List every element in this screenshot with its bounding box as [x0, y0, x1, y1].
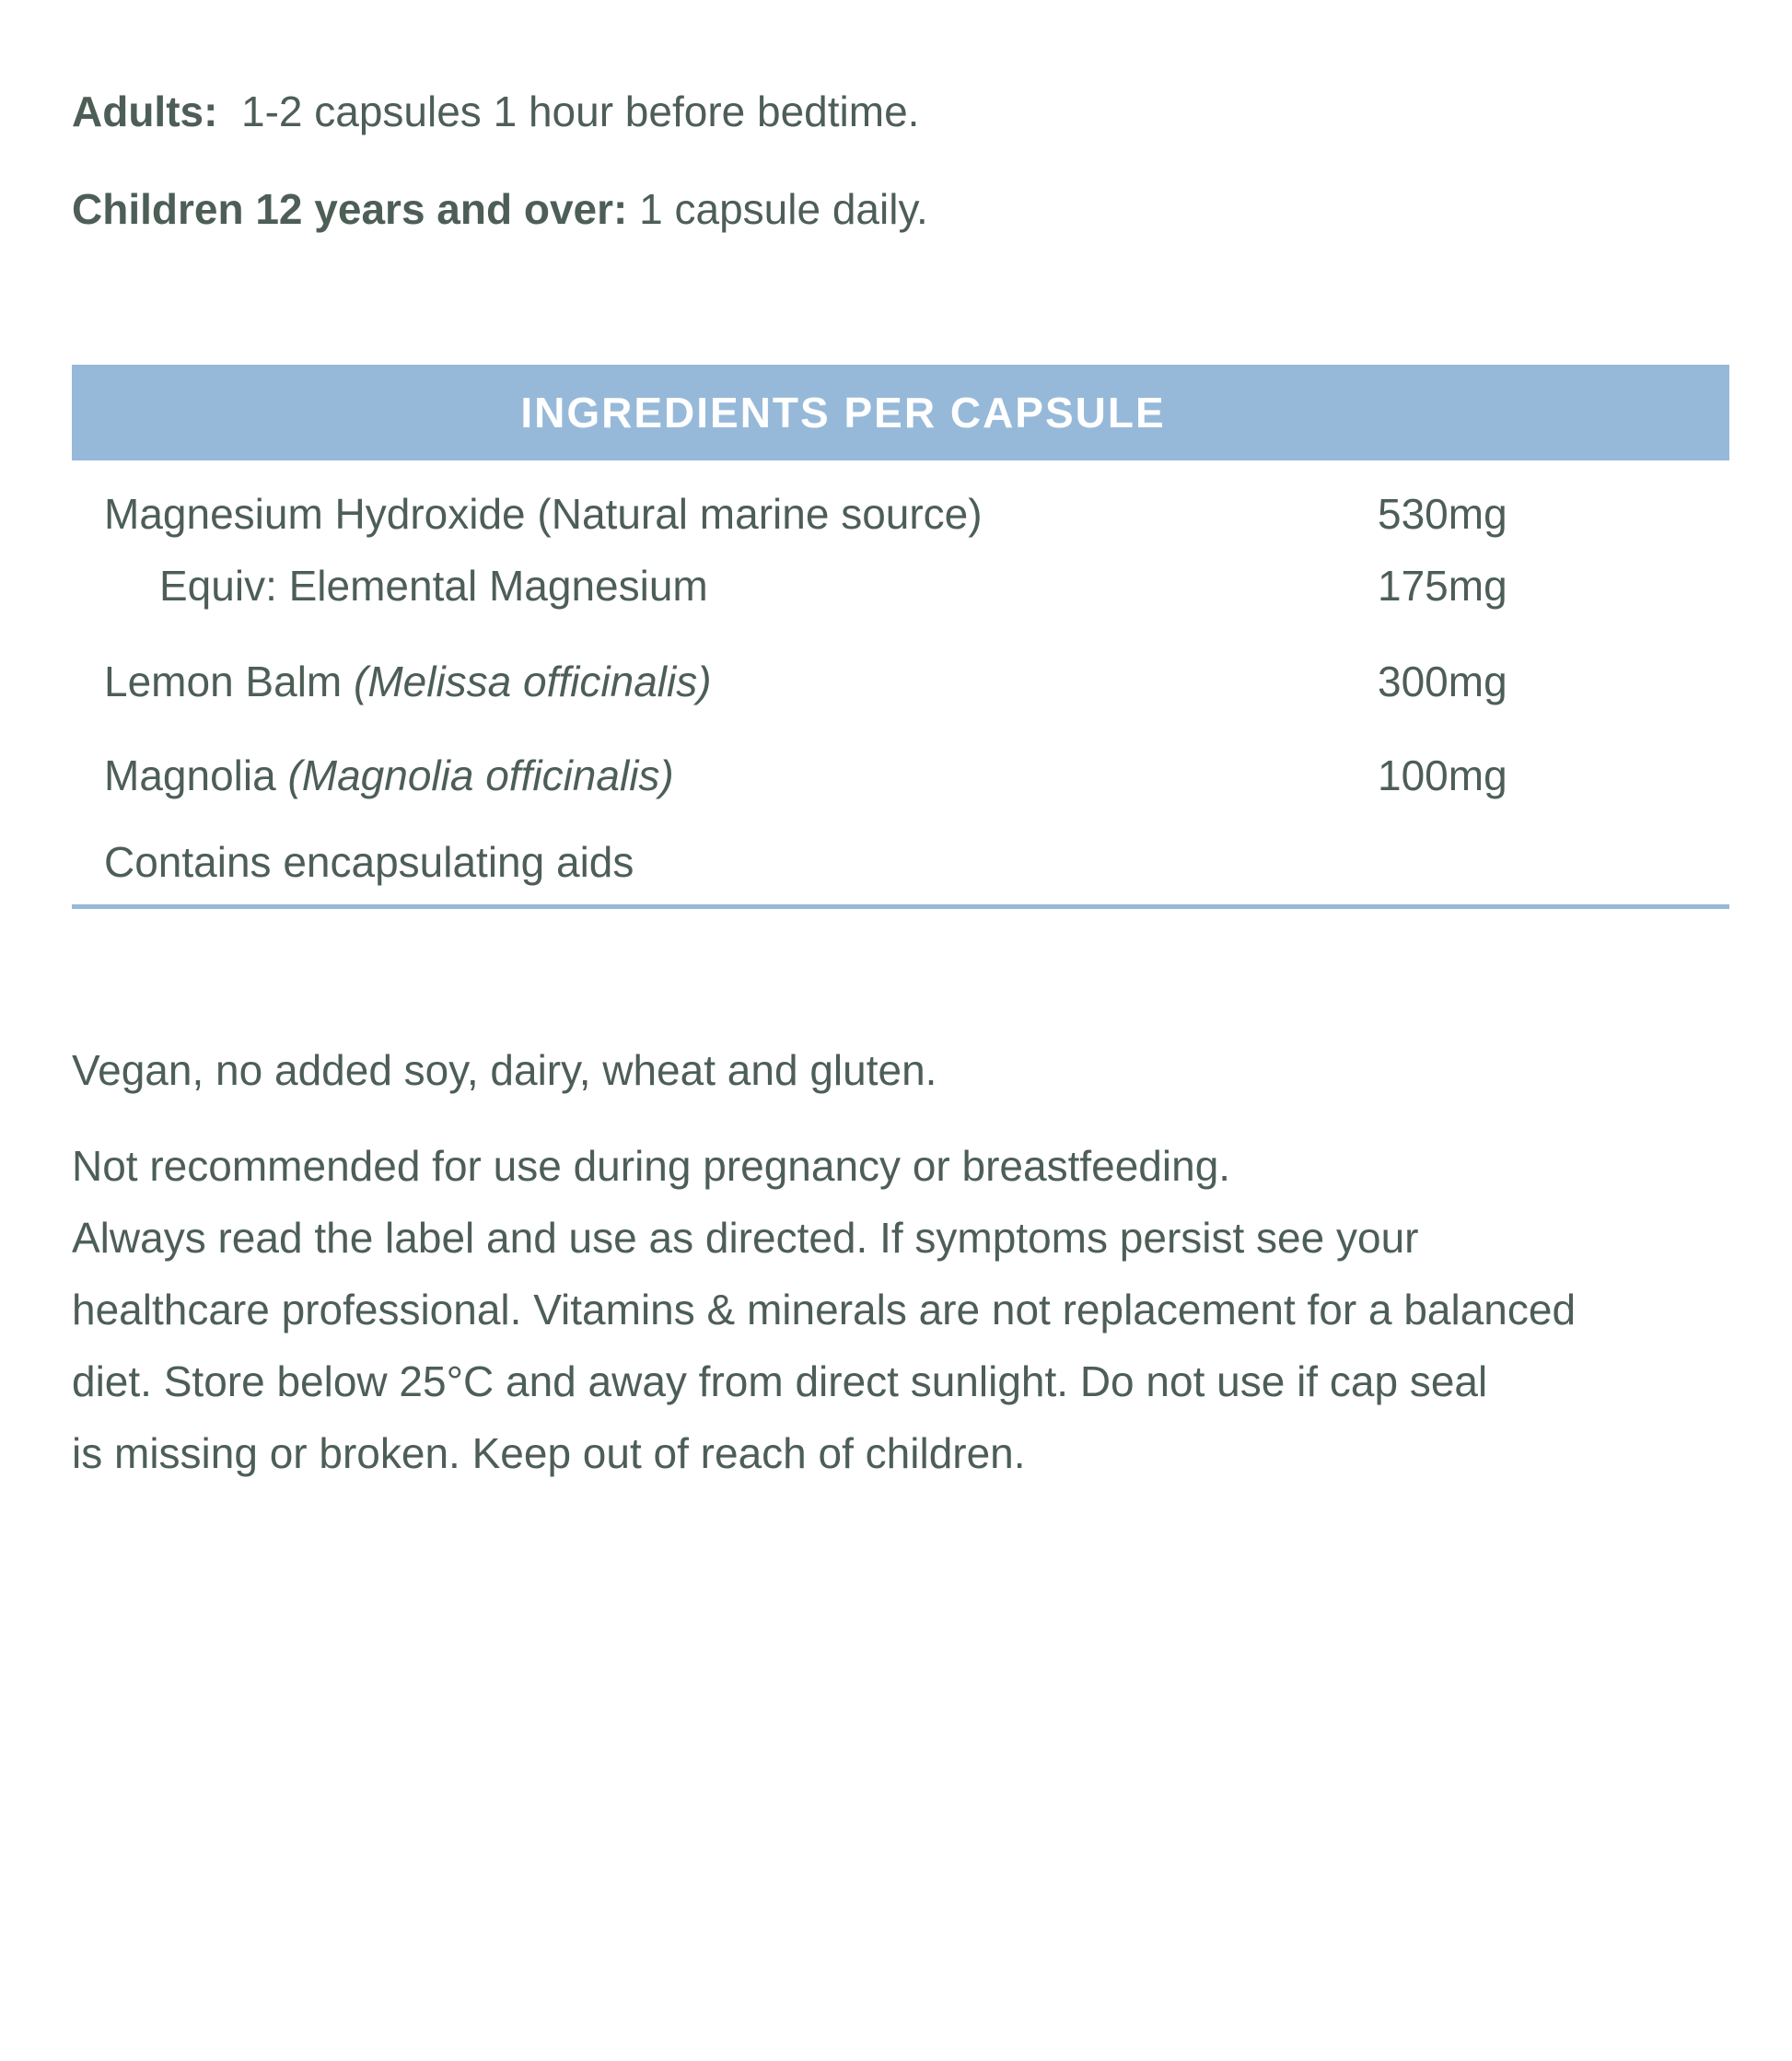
ingredients-footnote-row [72, 834, 1729, 890]
ingredient-row [72, 748, 1729, 803]
dietary-statement: Vegan, no added soy, dairy, wheat and gluten. [72, 1046, 937, 1094]
warning-line: Always read the label and use as directed. If symptoms persist see your [72, 1214, 1419, 1262]
warnings-block [72, 1130, 1576, 1489]
ingredient-row [72, 654, 1729, 709]
ingredient-amount: 100mg [1378, 751, 1507, 799]
dosage-children-label: Children 12 years and over: [72, 185, 628, 233]
ingredients-table [72, 365, 1729, 910]
warning-line: diet. Store below 25°C and away from direct sunlight. Do not use if cap seal [72, 1357, 1488, 1405]
ingredients-header [72, 365, 1729, 460]
ingredient-latin-name: (Melissa officinalis) [354, 658, 712, 705]
ingredient-amount: 175mg [1378, 562, 1507, 610]
ingredients-bottom-divider [72, 904, 1729, 909]
ingredient-name: Magnolia (Magnolia officinalis) [104, 751, 674, 799]
dosage-adults-label: Adults: [72, 87, 218, 135]
ingredient-latin-name: (Magnolia officinalis) [287, 751, 674, 799]
ingredients-title: INGREDIENTS PER CAPSULE [520, 389, 1166, 437]
ingredient-row [72, 558, 1729, 613]
dosage-children-text: 1 capsule daily. [639, 185, 928, 233]
warning-line: healthcare professional. Vitamins & minerals are not replacement for a balanced [72, 1286, 1577, 1333]
ingredient-amount: 530mg [1378, 490, 1507, 538]
ingredient-amount: 300mg [1378, 658, 1507, 705]
ingredient-name: Equiv: Elemental Magnesium [159, 562, 708, 610]
dosage-adults-text: 1-2 capsules 1 hour before bedtime. [240, 87, 920, 135]
dosage-adults [72, 86, 919, 137]
dosage-children [72, 183, 928, 235]
ingredient-name: Magnesium Hydroxide (Natural marine source) [104, 490, 983, 538]
warning-line: Not recommended for use during pregnancy or breastfeeding. [72, 1142, 1231, 1190]
ingredient-row [72, 486, 1729, 541]
warning-line: is missing or broken. Keep out of reach of children. [72, 1429, 1026, 1477]
ingredients-footnote: Contains encapsulating aids [104, 838, 634, 886]
ingredient-name: Lemon Balm (Melissa officinalis) [104, 658, 712, 705]
